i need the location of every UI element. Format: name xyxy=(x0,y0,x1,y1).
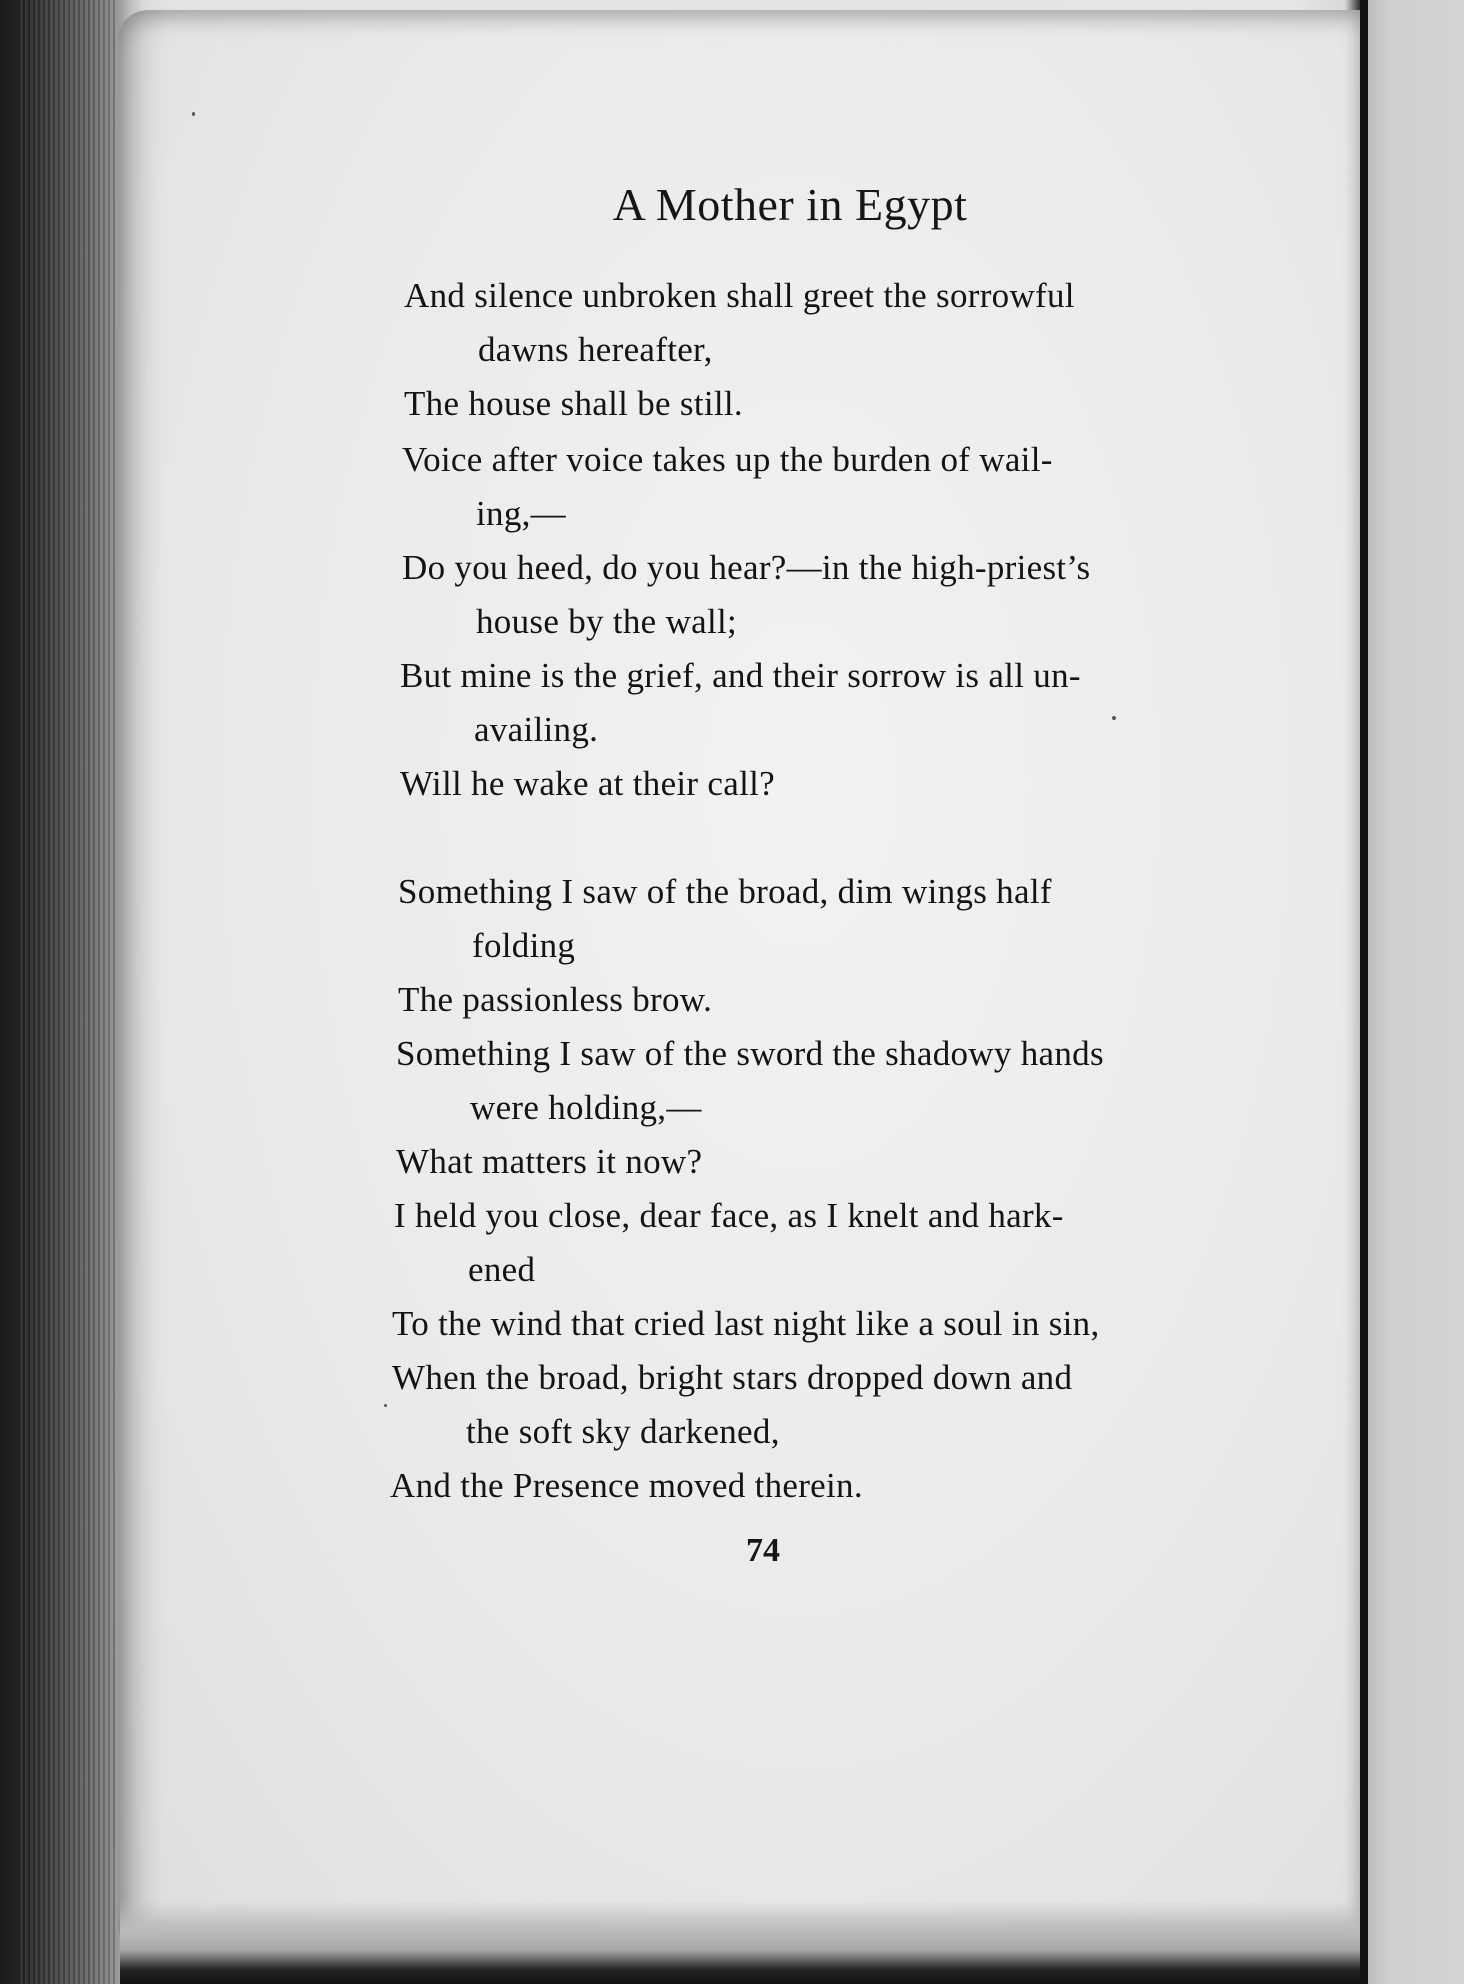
poem-line: the soft sky darkened, xyxy=(466,1412,780,1451)
poem-line: were holding,— xyxy=(470,1088,702,1127)
poem-title: A Mother in Egypt xyxy=(612,179,968,230)
paper-speck xyxy=(192,112,195,116)
poem-line: What matters it now? xyxy=(396,1142,703,1181)
poem-line: ened xyxy=(468,1250,536,1289)
page-number: 74 xyxy=(746,1532,780,1569)
poem-line: And the Presence moved therein. xyxy=(390,1466,863,1505)
poem-line: dawns hereafter, xyxy=(478,330,713,369)
poem-line: Something I saw of the broad, dim wings half xyxy=(398,872,1052,911)
poem-line: To the wind that cried last night like a soul in sin, xyxy=(392,1304,1100,1343)
poem-line: When the broad, bright stars dropped down and xyxy=(392,1358,1073,1397)
poem-line: house by the wall; xyxy=(476,602,738,641)
paper-speck xyxy=(1112,716,1116,720)
poem-line: Something I saw of the sword the shadowy hands xyxy=(396,1034,1104,1073)
poem-line: Do you heed, do you hear?—in the high-priest’s xyxy=(402,548,1091,587)
poem-line: folding xyxy=(472,926,576,965)
poem-line: The house shall be still. xyxy=(404,384,743,423)
poem-line: And silence unbroken shall greet the sorrowful xyxy=(404,276,1075,315)
poem-line: Will he wake at their call? xyxy=(400,764,775,803)
poem-line: But mine is the grief, and their sorrow is all un- xyxy=(400,656,1081,695)
poem-line: ing,— xyxy=(476,494,566,533)
poem-line: availing. xyxy=(474,710,599,749)
poem-line: The passionless brow. xyxy=(398,980,713,1019)
poem-line: Voice after voice takes up the burden of wail- xyxy=(402,440,1053,479)
paper-speck xyxy=(384,1404,387,1407)
poem-line: I held you close, dear face, as I knelt and hark- xyxy=(394,1196,1064,1235)
